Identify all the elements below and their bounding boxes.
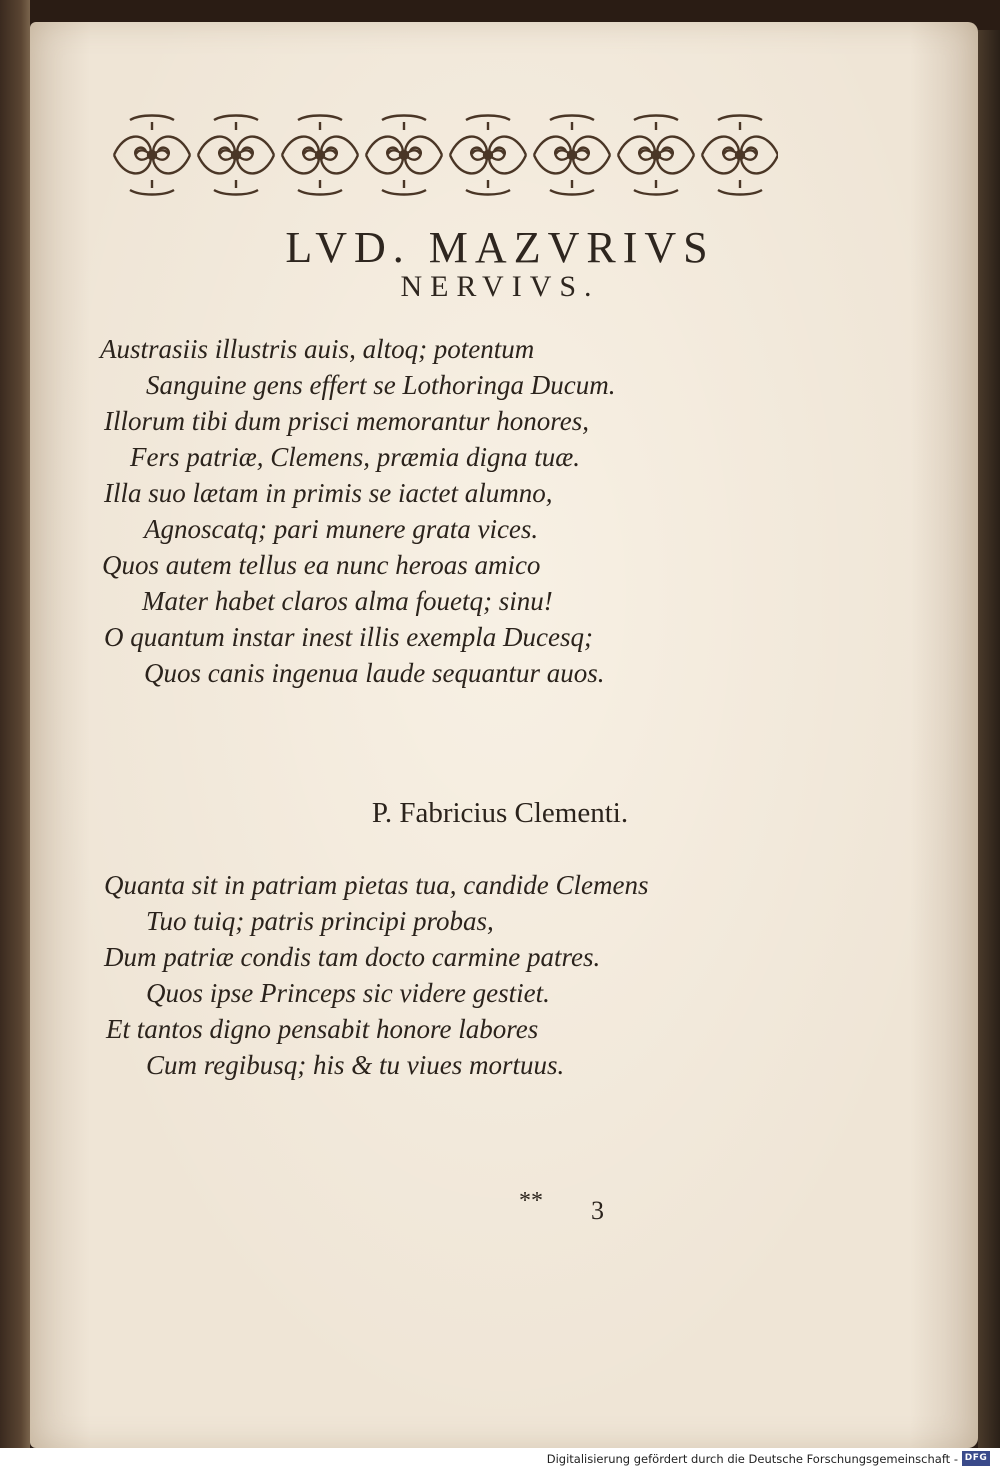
poem-line: Illa suo lætam in primis se iactet alumno,: [104, 478, 553, 508]
printers-ornament-band: [110, 112, 778, 198]
poem-line: Cum regibusq; his & tu viues mortuus.: [146, 1050, 565, 1080]
footer-bar: [0, 1448, 1000, 1470]
poem-line: Agnoscatq; pari munere grata vices.: [144, 514, 539, 544]
poem-line: O quantum instar inest illis exempla Ducesq;: [104, 622, 593, 652]
poem-line: Quos canis ingenua laude sequantur auos.: [144, 658, 605, 688]
book-spine-edge: [0, 0, 30, 1448]
poem-line: Quanta sit in patriam pietas tua, candide Clemens: [104, 870, 649, 900]
poem-line: Austrasiis illustris auis, altoq; potentum: [100, 334, 535, 364]
page-number: 3: [591, 1196, 604, 1225]
author-name-heading: LVD. MAZVRIVS: [285, 223, 715, 272]
signature-mark: **: [519, 1188, 543, 1214]
poem-line: Dum patriæ condis tam docto carmine patres.: [104, 942, 601, 972]
poem-line: Mater habet claros alma fouetq; sinu!: [142, 586, 553, 616]
dfg-logo-icon[interactable]: DFG: [962, 1451, 990, 1466]
poem-line: Fers patriæ, Clemens, præmia digna tuæ.: [130, 442, 581, 472]
funding-credit: Digitalisierung gefördert durch die Deutsche Forschungsgemeinschaft -: [546, 1452, 958, 1466]
author-origin-heading: NERVIVS.: [400, 270, 600, 303]
poem-line: Et tantos digno pensabit honore labores: [106, 1014, 539, 1044]
poem-line: Quos ipse Princeps sic videre gestiet.: [146, 978, 550, 1008]
poem-line: Illorum tibi dum prisci memorantur honores,: [104, 406, 589, 436]
poem-line: Tuo tuiq; patris principi probas,: [146, 906, 494, 936]
poem-line: Sanguine gens effert se Lothoringa Ducum.: [146, 370, 616, 400]
poem-line: Quos autem tellus ea nunc heroas amico: [102, 550, 541, 580]
section-heading-fabricius: P. Fabricius Clementi.: [371, 797, 629, 829]
